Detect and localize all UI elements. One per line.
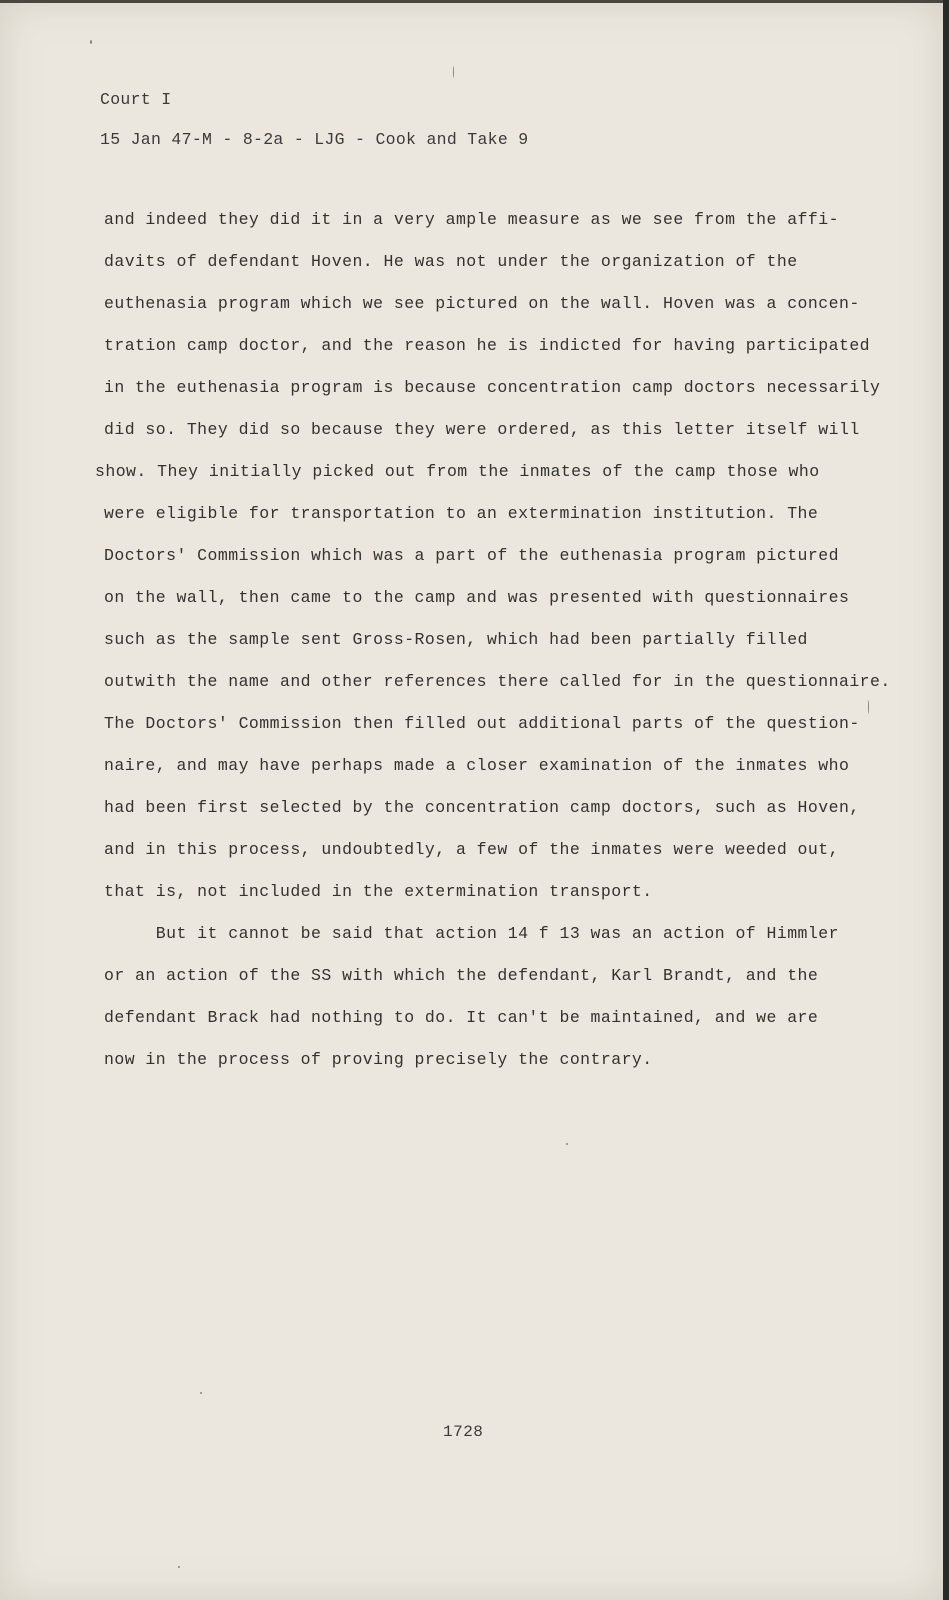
page-number: 1728 <box>443 1423 484 1441</box>
transcript-line: and indeed they did it in a very ample measure as we see from the affi- <box>104 210 839 229</box>
transcript-line: show. They initially picked out from the inmates of the camp those who <box>95 462 820 481</box>
paper-speck <box>453 66 454 78</box>
transcript-line: or an action of the SS with which the defendant, Karl Brandt, and the <box>104 966 819 985</box>
scan-right-edge <box>943 0 949 1600</box>
transcript-line: defendant Brack had nothing to do. It can't be maintained, and we are <box>104 1008 819 1027</box>
transcript-line: had been first selected by the concentration camp doctors, such as Hoven, <box>104 798 860 817</box>
transcript-line: Doctors' Commission which was a part of the euthenasia program pictured <box>104 546 839 565</box>
transcript-line: on the wall, then came to the camp and was presented with questionnaires <box>104 588 850 607</box>
paper-speck <box>200 1392 202 1394</box>
transcript-line: that is, not included in the extermination transport. <box>104 882 653 901</box>
transcript-line: did so. They did so because they were ordered, as this letter itself will <box>104 420 860 439</box>
transcript-line: such as the sample sent Gross-Rosen, which had been partially filled <box>104 630 808 649</box>
transcript-line: were eligible for transportation to an extermination institution. The <box>104 504 819 523</box>
transcript-line: davits of defendant Hoven. He was not under the organization of the <box>104 252 798 271</box>
transcript-line: and in this process, undoubtedly, a few of the inmates were weeded out, <box>104 840 839 859</box>
transcript-line: now in the process of proving precisely the contrary. <box>104 1050 653 1069</box>
transcript-line: The Doctors' Commission then filled out additional parts of the question- <box>104 714 860 733</box>
transcript-line: tration camp doctor, and the reason he is indicted for having participated <box>104 336 871 355</box>
paper-speck <box>868 700 869 714</box>
transcript-line: in the euthenasia program is because concentration camp doctors necessarily <box>104 378 881 397</box>
court-label: Court I <box>100 90 172 109</box>
paper-speck <box>90 40 92 44</box>
paper-speck <box>178 1566 180 1568</box>
transcript-line: outwith the name and other references there called for in the questionnaire. <box>104 672 891 691</box>
paper-speck <box>566 1143 568 1145</box>
transcript-line: But it cannot be said that action 14 f 13 was an action of Himmler <box>104 924 839 943</box>
transcript-line: euthenasia program which we see pictured on the wall. Hoven was a concen- <box>104 294 860 313</box>
session-line: 15 Jan 47-M - 8-2a - LJG - Cook and Take 9 <box>100 130 529 149</box>
transcript-line: naire, and may have perhaps made a closer examination of the inmates who <box>104 756 850 775</box>
scan-top-edge <box>0 0 949 3</box>
